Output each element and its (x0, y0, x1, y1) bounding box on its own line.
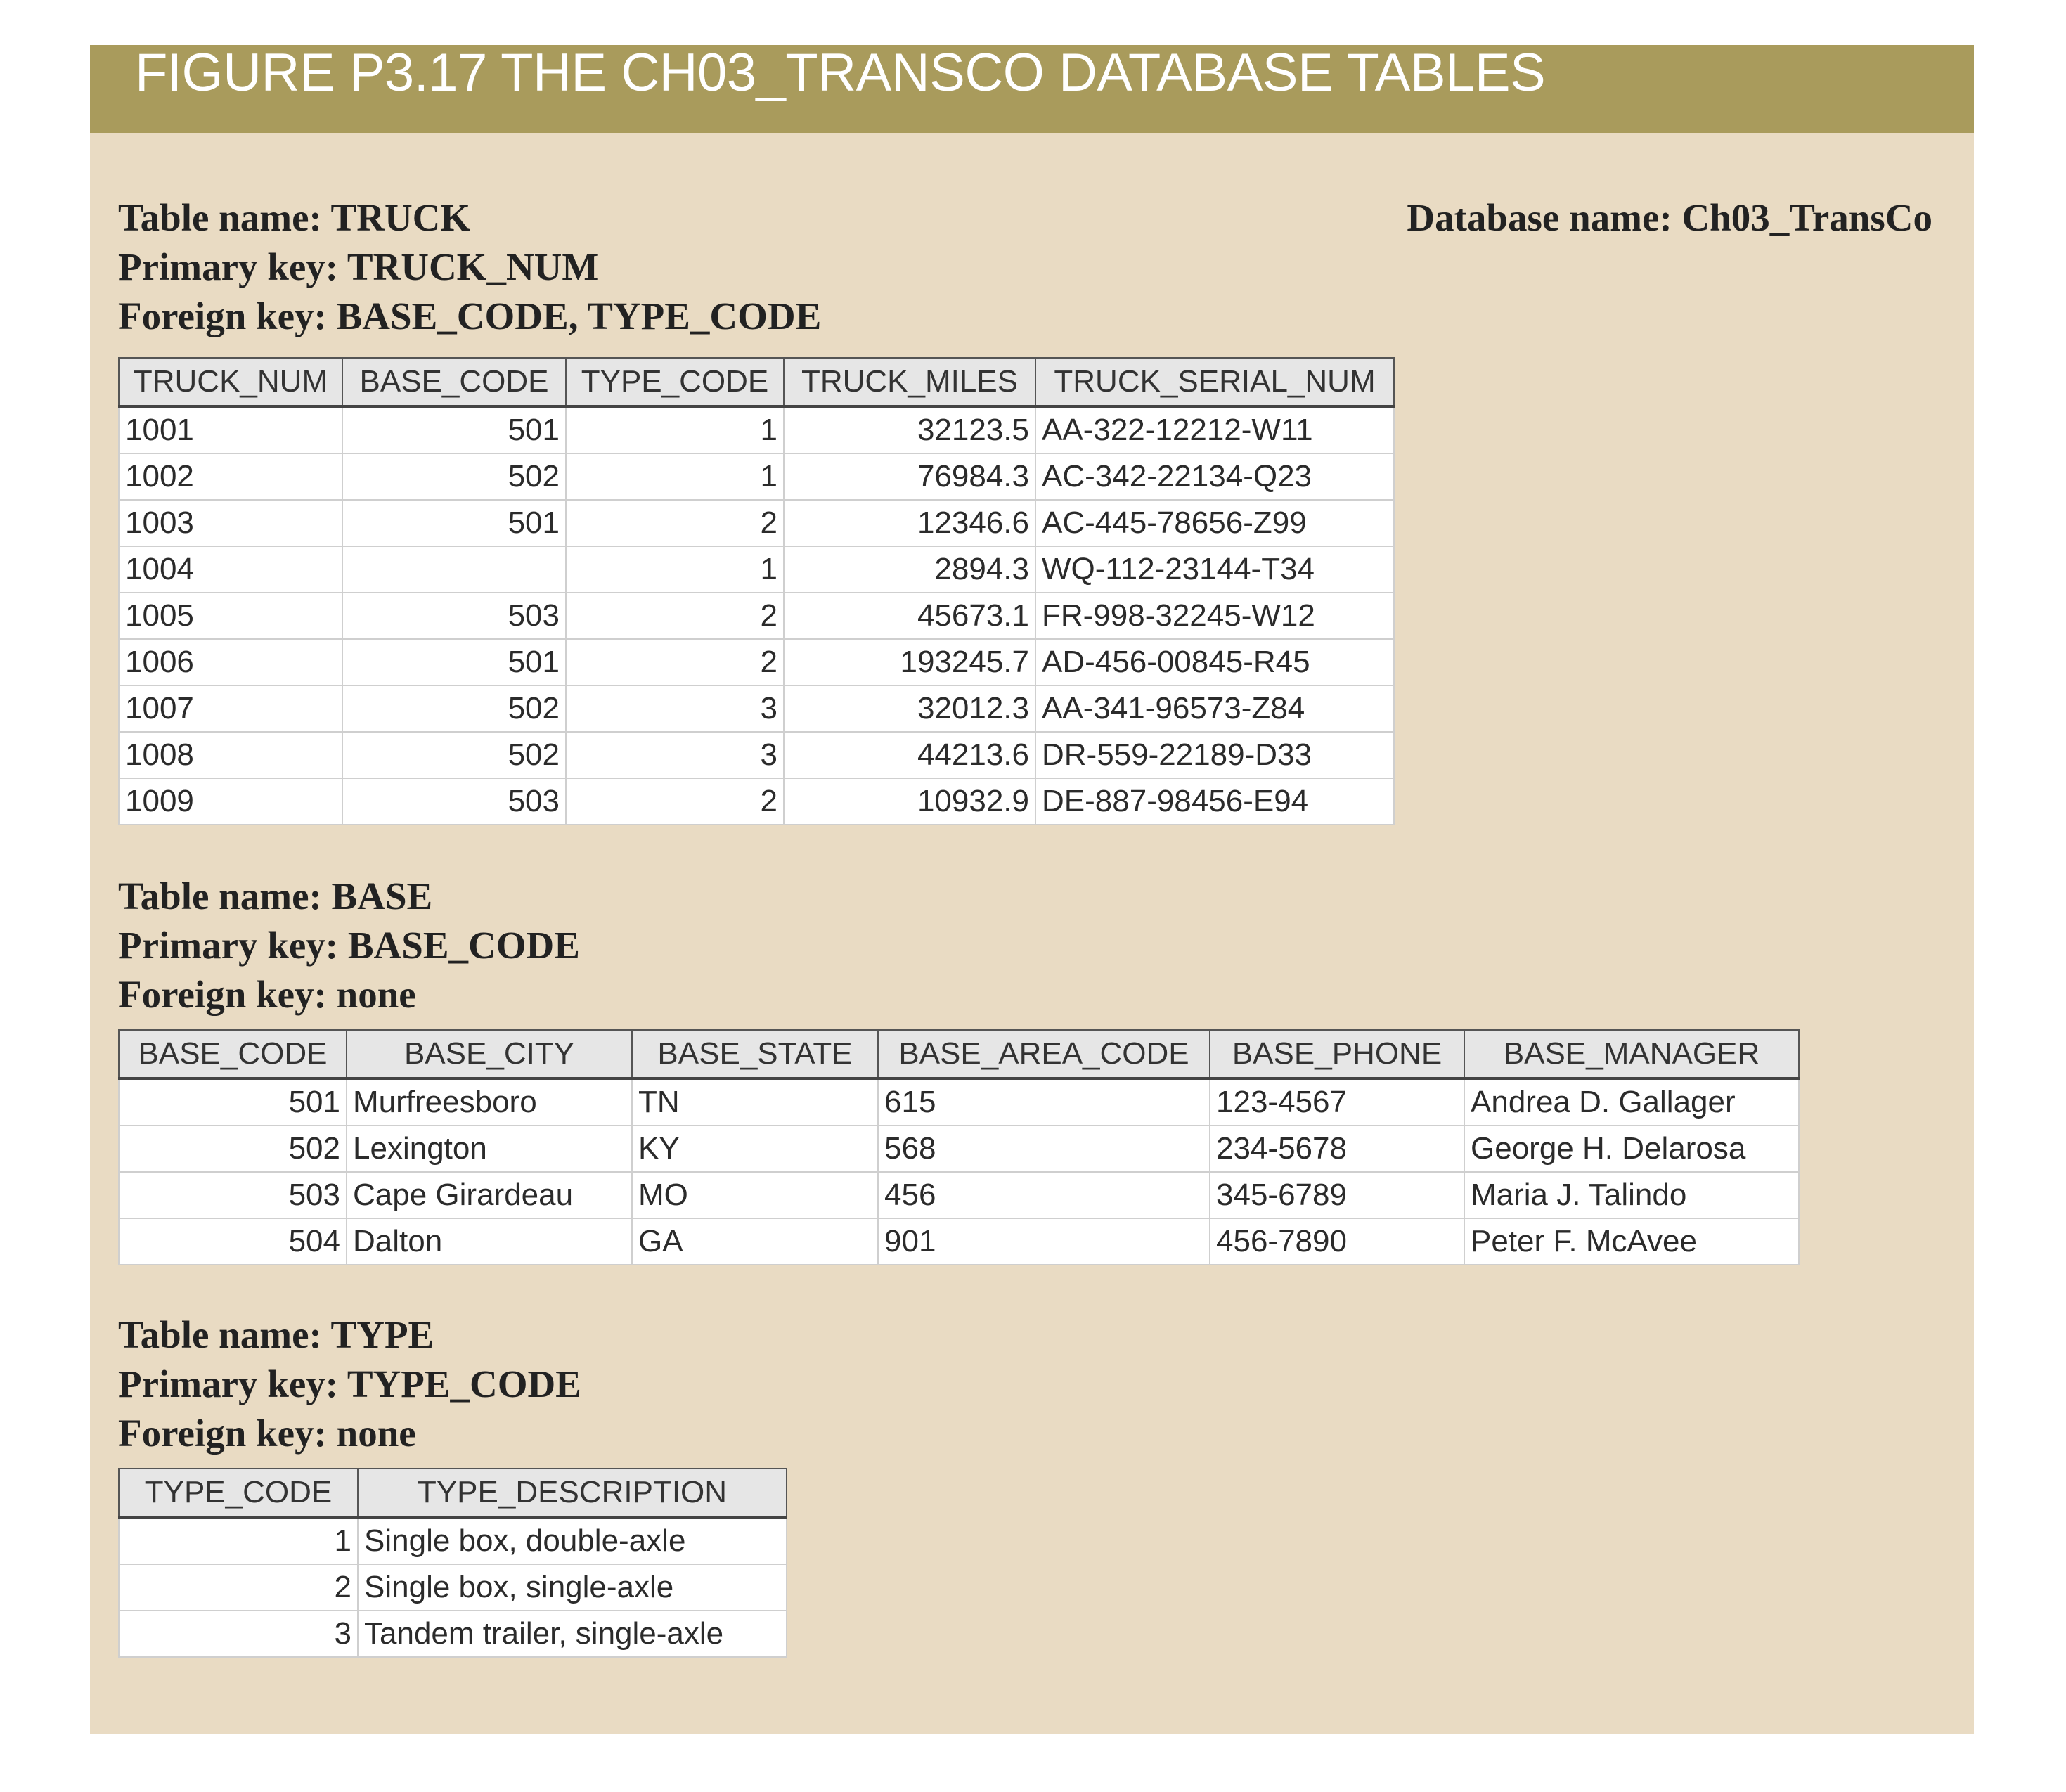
base-cell-base-code: 503 (119, 1172, 347, 1218)
base-table-row (119, 1126, 1799, 1172)
truck-table-row (119, 685, 1394, 732)
base-cell-base-state: GA (632, 1218, 878, 1265)
base-column-header: BASE_AREA_CODE (878, 1030, 1210, 1078)
type-cell-type-code: 1 (119, 1517, 358, 1564)
base-primary-key: Primary key: BASE_CODE (118, 924, 580, 967)
base-cell-base-code: 501 (119, 1078, 347, 1126)
truck-cell-truck-miles: 76984.3 (784, 453, 1035, 500)
base-column-header: BASE_STATE (632, 1030, 878, 1078)
truck-cell-truck-miles: 32123.5 (784, 406, 1035, 453)
truck-cell-base-code: 501 (342, 639, 566, 685)
base-cell-base-area-code: 568 (878, 1126, 1210, 1172)
truck-table-row (119, 546, 1394, 593)
type-table (118, 1468, 787, 1658)
truck-table-row (119, 593, 1394, 639)
base-table-row (119, 1218, 1799, 1265)
truck-cell-truck-num: 1008 (119, 732, 342, 778)
type-table-name: Table name: TYPE (118, 1313, 434, 1356)
truck-cell-truck-num: 1001 (119, 406, 342, 453)
truck-header-row (119, 358, 1394, 406)
truck-cell-type-code: 2 (566, 593, 784, 639)
truck-cell-truck-num: 1005 (119, 593, 342, 639)
truck-cell-base-code: 502 (342, 453, 566, 500)
truck-cell-truck-num: 1009 (119, 778, 342, 825)
truck-cell-base-code: 503 (342, 778, 566, 825)
base-table-name: Table name: BASE (118, 875, 433, 917)
truck-cell-truck-serial-num: DR-559-22189-D33 (1035, 732, 1394, 778)
base-cell-base-city: Murfreesboro (347, 1078, 632, 1126)
base-column-header: BASE_CODE (119, 1030, 347, 1078)
truck-cell-truck-serial-num: AC-342-22134-Q23 (1035, 453, 1394, 500)
truck-cell-truck-miles: 32012.3 (784, 685, 1035, 732)
type-column-header: TYPE_DESCRIPTION (358, 1469, 787, 1517)
type-foreign-key: Foreign key: none (118, 1412, 416, 1455)
truck-table-row (119, 500, 1394, 546)
base-cell-base-state: TN (632, 1078, 878, 1126)
truck-table-row (119, 732, 1394, 778)
truck-cell-truck-serial-num: AA-341-96573-Z84 (1035, 685, 1394, 732)
type-cell-type-description: Tandem trailer, single-axle (358, 1611, 787, 1657)
truck-table-row (119, 639, 1394, 685)
base-meta (118, 872, 580, 1019)
truck-cell-type-code: 1 (566, 546, 784, 593)
base-cell-base-state: KY (632, 1126, 878, 1172)
base-table-row (119, 1172, 1799, 1218)
truck-cell-type-code: 3 (566, 685, 784, 732)
truck-column-header: TRUCK_SERIAL_NUM (1035, 358, 1394, 406)
truck-cell-truck-num: 1006 (119, 639, 342, 685)
truck-cell-truck-serial-num: FR-998-32245-W12 (1035, 593, 1394, 639)
truck-table (118, 357, 1395, 825)
base-cell-base-phone: 456-7890 (1210, 1218, 1464, 1265)
truck-cell-truck-miles: 12346.6 (784, 500, 1035, 546)
type-table-row (119, 1564, 787, 1611)
truck-primary-key: Primary key: TRUCK_NUM (118, 245, 599, 288)
truck-column-header: BASE_CODE (342, 358, 566, 406)
truck-cell-truck-num: 1002 (119, 453, 342, 500)
base-cell-base-manager: Maria J. Talindo (1464, 1172, 1799, 1218)
base-column-header: BASE_CITY (347, 1030, 632, 1078)
type-header-row (119, 1469, 787, 1517)
truck-cell-truck-num: 1007 (119, 685, 342, 732)
type-column-header: TYPE_CODE (119, 1469, 358, 1517)
type-cell-type-code: 3 (119, 1611, 358, 1657)
truck-table-row (119, 453, 1394, 500)
truck-table-row (119, 406, 1394, 453)
base-cell-base-area-code: 615 (878, 1078, 1210, 1126)
truck-cell-truck-miles: 10932.9 (784, 778, 1035, 825)
truck-meta (118, 193, 821, 341)
type-cell-type-description: Single box, double-axle (358, 1517, 787, 1564)
base-cell-base-manager: Andrea D. Gallager (1464, 1078, 1799, 1126)
base-foreign-key: Foreign key: none (118, 973, 416, 1016)
truck-cell-truck-serial-num: AA-322-12212-W11 (1035, 406, 1394, 453)
type-cell-type-code: 2 (119, 1564, 358, 1611)
base-cell-base-state: MO (632, 1172, 878, 1218)
base-cell-base-city: Cape Girardeau (347, 1172, 632, 1218)
truck-cell-truck-serial-num: AD-456-00845-R45 (1035, 639, 1394, 685)
base-column-header: BASE_PHONE (1210, 1030, 1464, 1078)
truck-table-row (119, 778, 1394, 825)
base-table-row (119, 1078, 1799, 1126)
truck-column-header: TRUCK_MILES (784, 358, 1035, 406)
truck-cell-base-code: 503 (342, 593, 566, 639)
truck-cell-base-code: 501 (342, 406, 566, 453)
truck-cell-base-code: 502 (342, 685, 566, 732)
truck-cell-truck-miles: 2894.3 (784, 546, 1035, 593)
truck-table-name: Table name: TRUCK (118, 196, 471, 239)
type-table-row (119, 1611, 787, 1657)
base-cell-base-code: 502 (119, 1126, 347, 1172)
truck-cell-base-code (342, 546, 566, 593)
base-table (118, 1029, 1800, 1265)
base-cell-base-area-code: 456 (878, 1172, 1210, 1218)
truck-cell-truck-miles: 44213.6 (784, 732, 1035, 778)
base-header-row (119, 1030, 1799, 1078)
truck-cell-base-code: 501 (342, 500, 566, 546)
truck-cell-truck-miles: 45673.1 (784, 593, 1035, 639)
database-name: Database name: Ch03_TransCo (1407, 196, 1932, 239)
base-cell-base-city: Dalton (347, 1218, 632, 1265)
truck-column-header: TYPE_CODE (566, 358, 784, 406)
truck-cell-type-code: 2 (566, 639, 784, 685)
base-cell-base-phone: 123-4567 (1210, 1078, 1464, 1126)
truck-column-header: TRUCK_NUM (119, 358, 342, 406)
base-cell-base-city: Lexington (347, 1126, 632, 1172)
truck-cell-truck-num: 1004 (119, 546, 342, 593)
base-cell-base-manager: George H. Delarosa (1464, 1126, 1799, 1172)
truck-cell-truck-num: 1003 (119, 500, 342, 546)
truck-cell-truck-serial-num: WQ-112-23144-T34 (1035, 546, 1394, 593)
truck-cell-truck-miles: 193245.7 (784, 639, 1035, 685)
truck-foreign-key: Foreign key: BASE_CODE, TYPE_CODE (118, 295, 822, 337)
base-cell-base-code: 504 (119, 1218, 347, 1265)
base-column-header: BASE_MANAGER (1464, 1030, 1799, 1078)
type-meta (118, 1310, 581, 1458)
type-table-row (119, 1517, 787, 1564)
truck-cell-type-code: 1 (566, 453, 784, 500)
truck-cell-type-code: 2 (566, 500, 784, 546)
base-cell-base-phone: 345-6789 (1210, 1172, 1464, 1218)
type-cell-type-description: Single box, single-axle (358, 1564, 787, 1611)
base-cell-base-area-code: 901 (878, 1218, 1210, 1265)
truck-cell-type-code: 3 (566, 732, 784, 778)
base-cell-base-phone: 234-5678 (1210, 1126, 1464, 1172)
truck-cell-type-code: 1 (566, 406, 784, 453)
figure-title: FIGURE P3.17 THE CH03_TRANSCO DATABASE TABLES (135, 43, 1546, 103)
truck-cell-truck-serial-num: DE-887-98456-E94 (1035, 778, 1394, 825)
truck-cell-truck-serial-num: AC-445-78656-Z99 (1035, 500, 1394, 546)
truck-cell-base-code: 502 (342, 732, 566, 778)
type-primary-key: Primary key: TYPE_CODE (118, 1362, 581, 1405)
truck-cell-type-code: 2 (566, 778, 784, 825)
base-cell-base-manager: Peter F. McAvee (1464, 1218, 1799, 1265)
